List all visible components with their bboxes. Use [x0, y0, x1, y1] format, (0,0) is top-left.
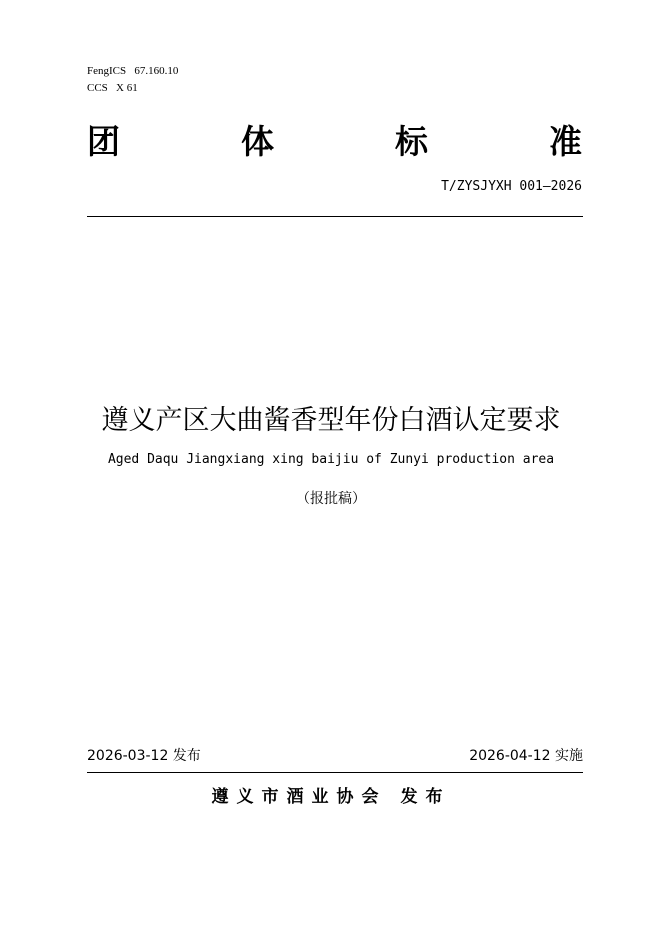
standard-type-char: 体 [241, 122, 274, 161]
publisher-name: 遵义市酒业协会 [211, 787, 387, 807]
implementation-date: 2026-04-12 实施 [469, 748, 583, 764]
document-title-chinese: 遵义产区大曲酱香型年份白酒认定要求 [101, 405, 561, 436]
standard-type-char: 标 [395, 122, 428, 161]
standard-type-char: 准 [549, 122, 582, 161]
standard-type-char: 团 [87, 122, 120, 161]
draft-status: （报批稿） [296, 491, 366, 507]
footer-divider [87, 772, 583, 773]
standard-number: T/ZYSJYXH 001—2026 [441, 179, 582, 194]
standard-type-heading [87, 120, 582, 164]
publish-verb: 发布 [400, 787, 451, 807]
header-divider [87, 216, 583, 217]
ccs-code: CCS X 61 [87, 82, 138, 94]
ics-code: FengICS 67.160.10 [87, 65, 179, 77]
publisher-line [0, 785, 662, 809]
document-title-english: Aged Daqu Jiangxiang xing baijiu of Zunyi production area [107, 452, 555, 467]
issue-date: 2026-03-12 发布 [87, 748, 201, 764]
classification-codes [87, 63, 178, 97]
